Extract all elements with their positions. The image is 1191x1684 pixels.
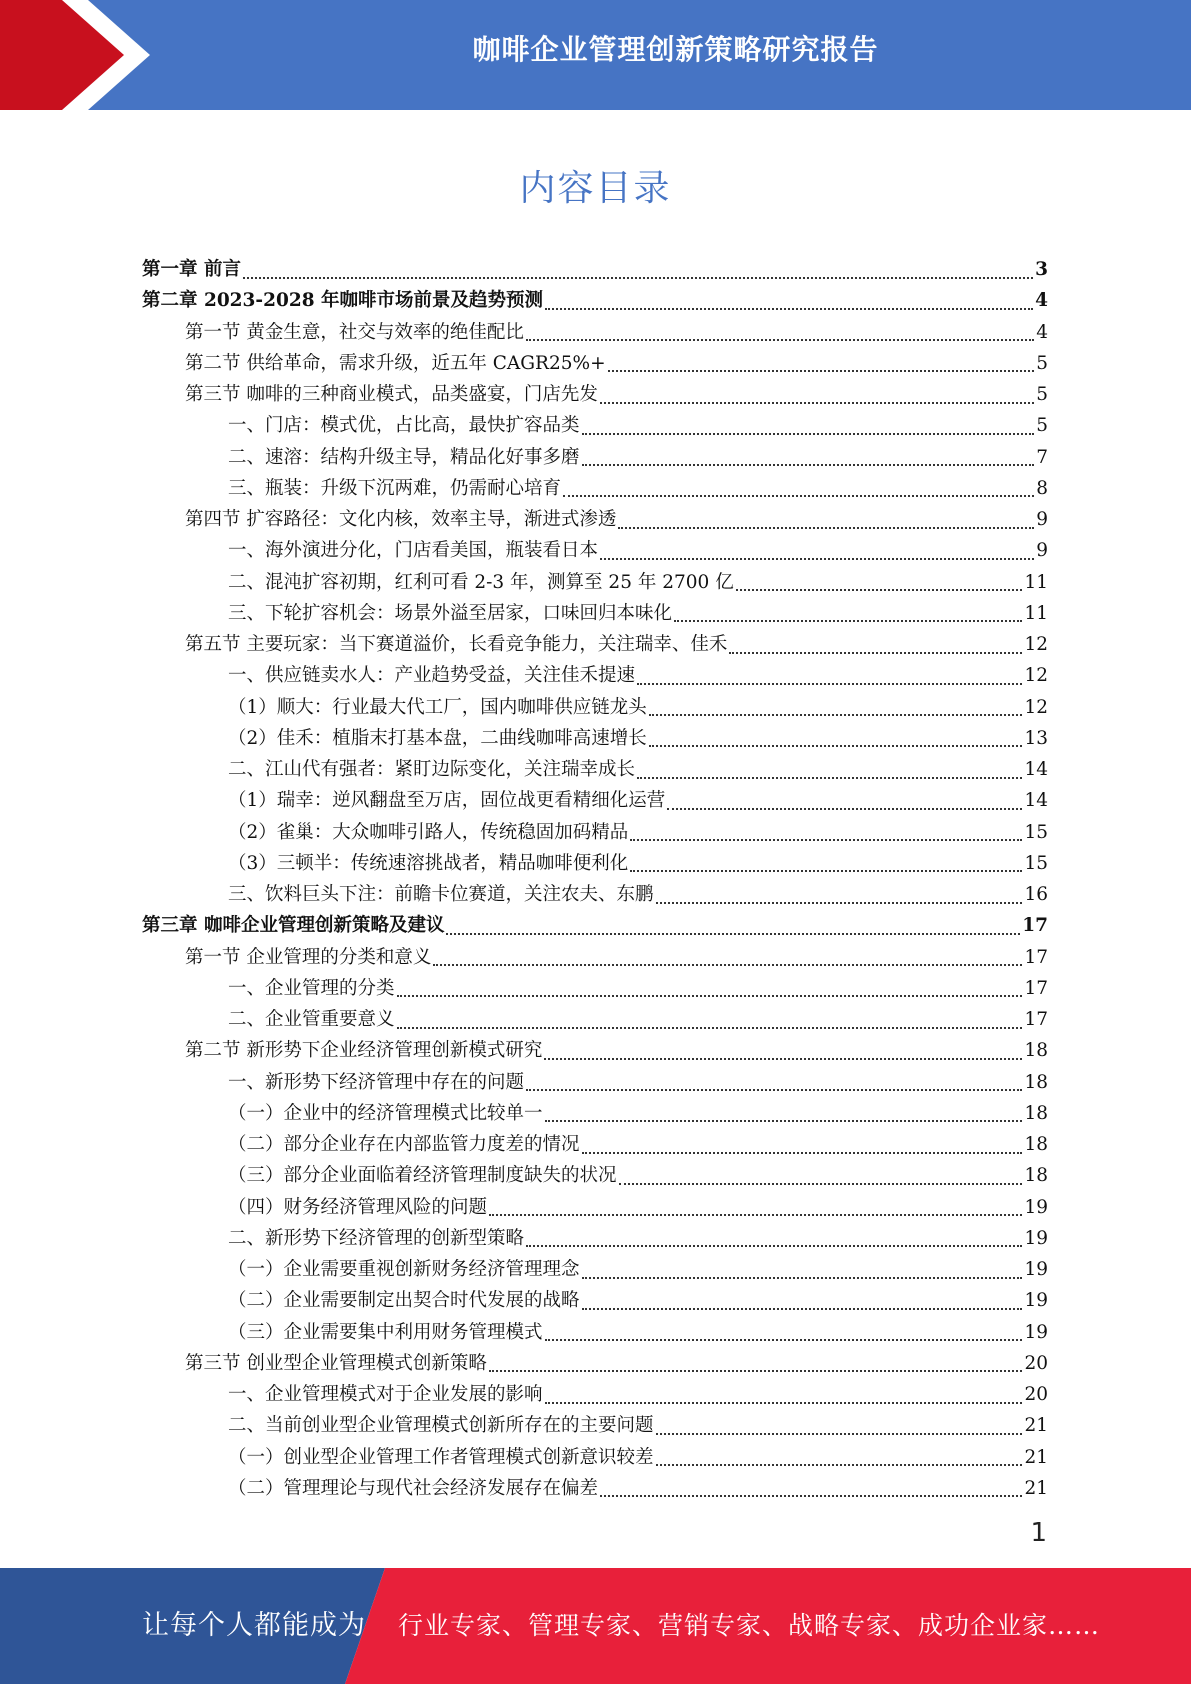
toc-dot-leader [397, 1027, 1023, 1029]
toc-entry-page: 11 [1024, 571, 1048, 593]
toc-dot-leader [489, 1370, 1023, 1372]
toc-entry[interactable] [142, 723, 1048, 754]
toc-entry-label: （3）三顿半：传统速溶挑战者，精品咖啡便利化 [228, 852, 629, 874]
toc-dot-leader [582, 1308, 1023, 1310]
page-number: 1 [1030, 1518, 1047, 1548]
toc-entry-page: 16 [1024, 884, 1048, 905]
toc-entry[interactable] [142, 1192, 1048, 1223]
toc-entry[interactable] [142, 629, 1048, 660]
toc-dot-leader [630, 870, 1022, 872]
toc-entry-label: （二）部分企业存在内部监管力度差的情况 [228, 1134, 580, 1155]
toc-dot-leader [649, 714, 1023, 716]
toc-entry-page: 19 [1024, 1321, 1048, 1343]
toc-entry[interactable] [142, 1004, 1048, 1035]
toc-entry-label: （三）企业需要集中利用财务管理模式 [228, 1321, 543, 1343]
toc-entry-page: 14 [1024, 759, 1048, 780]
toc-entry[interactable] [142, 660, 1048, 691]
toc-dot-leader [545, 1120, 1023, 1122]
toc-entry-label: 一、海外演进分化，门店看美国，瓶装看日本 [228, 540, 599, 562]
toc-dot-leader [637, 683, 1022, 685]
toc-dot-leader [526, 1089, 1022, 1091]
toc-entry-label: 第四节 扩容路径：文化内核，效率主导，渐进式渗透 [185, 509, 617, 530]
toc-entry[interactable] [142, 1379, 1048, 1410]
toc-entry-page: 18 [1024, 1134, 1048, 1155]
toc-entry-page: 17 [1024, 1009, 1048, 1030]
toc-dot-leader [600, 558, 1034, 560]
toc-entry-page: 21 [1024, 1415, 1048, 1437]
toc-dot-leader [736, 589, 1023, 591]
toc-entry-page: 4 [1035, 290, 1048, 312]
toc-entry[interactable] [142, 910, 1048, 941]
toc-dot-leader [656, 1433, 1023, 1435]
toc-dot-leader [656, 902, 1023, 904]
toc-entry-page: 21 [1024, 1477, 1048, 1499]
toc-entry-label: 一、新形势下经济管理中存在的问题 [228, 1071, 525, 1093]
toc-dot-leader [618, 527, 1034, 529]
toc-entry[interactable] [142, 1442, 1048, 1473]
toc-entry-page: 12 [1024, 634, 1048, 655]
report-title: 咖啡企业管理创新策略研究报告 [472, 33, 879, 66]
toc-entry-label: 一、企业管理模式对于企业发展的影响 [228, 1384, 543, 1405]
toc-entry-page: 9 [1036, 540, 1048, 562]
toc-entry-label: 第三节 咖啡的三种商业模式，品类盛宴，门店先发 [185, 384, 598, 405]
toc-entry-page: 19 [1024, 1227, 1048, 1249]
toc-entry[interactable] [142, 1410, 1048, 1441]
toc-entry-label: 二、速溶：结构升级主导，精品化好事多磨 [228, 446, 580, 468]
toc-entry-label: 第二节 供给革命，需求升级，近五年 CAGR25%+ [185, 352, 606, 374]
toc-dot-leader [637, 777, 1022, 779]
toc-entry-label: 二、企业管重要意义 [228, 1009, 395, 1030]
toc-entry-page: 9 [1036, 509, 1048, 530]
toc-entry-label: 第一节 企业管理的分类和意义 [185, 946, 432, 968]
toc-entry-label: （二）管理理论与现代社会经济发展存在偏差 [228, 1477, 599, 1499]
toc-entry-label: 第一节 黄金生意，社交与效率的绝佳配比 [185, 321, 524, 343]
toc-entry[interactable] [142, 535, 1048, 566]
toc-entry-page: 18 [1024, 1071, 1048, 1093]
toc-entry-label: 一、门店：模式优，占比高，最快扩容品类 [228, 415, 580, 437]
toc-entry-page: 20 [1024, 1384, 1048, 1405]
toc-entry[interactable] [142, 754, 1048, 785]
toc-entry[interactable] [142, 1317, 1048, 1348]
toc-dot-leader [600, 402, 1034, 404]
toc-dot-leader [674, 620, 1022, 622]
toc-entry[interactable] [142, 1285, 1048, 1316]
toc-entry-label: （一）企业需要重视创新财务经济管理理念 [228, 1259, 580, 1280]
toc-entry-label: （1）顺大：行业最大代工厂，国内咖啡供应链龙头 [228, 696, 647, 718]
toc-entry[interactable] [142, 848, 1048, 879]
toc-entry-page: 5 [1036, 352, 1048, 374]
toc-entry-label: 三、下轮扩容机会：场景外溢至居家，口味回归本味化 [228, 602, 673, 624]
toc-entry-label: 第三章 咖啡企业管理创新策略及建议 [142, 915, 445, 937]
toc-entry[interactable] [142, 379, 1048, 410]
toc-entry-page: 7 [1036, 446, 1048, 468]
toc-dot-leader [526, 339, 1034, 341]
toc-entry[interactable] [142, 942, 1048, 973]
toc-entry[interactable] [142, 504, 1048, 535]
toc-entry-label: （2）雀巢：大众咖啡引路人，传统稳固加码精品 [228, 821, 629, 843]
toc-entry[interactable] [142, 785, 1048, 816]
toc-dot-leader [433, 964, 1022, 966]
toc-entry-label: 一、供应链卖水人：产业趋势受益，关注佳禾提速 [228, 665, 636, 687]
toc-entry[interactable] [142, 879, 1048, 910]
toc-entry[interactable] [142, 1473, 1048, 1504]
toc-entry-page: 8 [1036, 477, 1048, 499]
toc-entry-page: 15 [1024, 852, 1048, 874]
toc-entry[interactable] [142, 254, 1048, 285]
toc-dot-leader [667, 808, 1022, 810]
toc-entry[interactable] [142, 692, 1048, 723]
toc-entry-label: 三、瓶装：升级下沉两难，仍需耐心培育 [228, 477, 562, 499]
toc-dot-leader [729, 652, 1022, 654]
toc-entry-label: （四）财务经济管理风险的问题 [228, 1196, 488, 1218]
toc-dot-leader [243, 277, 1033, 279]
toc-entry-page: 4 [1036, 321, 1048, 343]
toc-dot-leader [397, 995, 1023, 997]
toc-entry-page: 17 [1024, 946, 1048, 968]
toc-entry-page: 12 [1024, 696, 1048, 718]
toc-entry-page: 18 [1024, 1165, 1048, 1187]
toc-entry[interactable] [142, 442, 1048, 473]
toc-entry-label: 一、企业管理的分类 [228, 977, 395, 999]
toc-dot-leader [446, 933, 1020, 935]
page-footer [0, 1568, 1191, 1684]
toc-dot-leader [630, 839, 1022, 841]
toc-entry-label: 二、江山代有强者：紧盯边际变化，关注瑞幸成长 [228, 759, 636, 780]
footer-slogan-left: 让每个人都能成为 [142, 1610, 366, 1641]
toc-entry-label: 三、饮料巨头下注：前瞻卡位赛道，关注农夫、东鹏 [228, 884, 654, 905]
toc-entry-label: 第二节 新形势下企业经济管理创新模式研究 [185, 1040, 543, 1062]
toc-dot-leader [582, 1152, 1023, 1154]
toc-dot-leader [608, 370, 1035, 372]
toc-entry-page: 11 [1024, 602, 1048, 624]
toc-entry[interactable] [142, 1098, 1048, 1129]
toc-entry-label: （一）企业中的经济管理模式比较单一 [228, 1102, 543, 1124]
toc-dot-leader [489, 1214, 1022, 1216]
toc-dot-leader [619, 1183, 1023, 1185]
toc-entry[interactable] [142, 285, 1048, 316]
toc-dot-leader [656, 1464, 1023, 1466]
toc-entry-page: 5 [1036, 415, 1048, 437]
toc-entry-page: 5 [1036, 384, 1048, 405]
toc-dot-leader [526, 1245, 1022, 1247]
toc-entry-page: 21 [1024, 1446, 1048, 1468]
toc-entry-label: 第一章 前言 [142, 259, 241, 280]
toc-entry[interactable] [142, 567, 1048, 598]
toc-dot-leader [545, 1339, 1023, 1341]
toc-entry[interactable] [142, 348, 1048, 379]
toc-entry[interactable] [142, 1223, 1048, 1254]
toc-entry-label: （1）瑞幸：逆风翻盘至万店，固位战更看精细化运营 [228, 790, 666, 812]
toc-entry-page: 17 [1024, 977, 1048, 999]
toc-entry-page: 17 [1022, 915, 1048, 937]
toc-entry-label: （二）企业需要制定出契合时代发展的战略 [228, 1290, 580, 1312]
toc-entry[interactable] [142, 817, 1048, 848]
toc-entry-page: 13 [1024, 727, 1048, 749]
toc-entry[interactable] [142, 410, 1048, 441]
toc-entry-page: 19 [1024, 1196, 1048, 1218]
toc-dot-leader [649, 745, 1023, 747]
toc-title: 内容目录 [519, 168, 672, 209]
toc-dot-leader [600, 1495, 1022, 1497]
toc-entry-label: （2）佳禾：植脂末打基本盘，二曲线咖啡高速增长 [228, 727, 647, 749]
toc-entry[interactable] [142, 1160, 1048, 1191]
toc-entry-page: 12 [1024, 665, 1048, 687]
toc-entry-page: 19 [1024, 1290, 1048, 1312]
toc-entry-label: 第五节 主要玩家：当下赛道溢价，长看竞争能力，关注瑞幸、佳禾 [185, 634, 728, 655]
toc-entry[interactable] [142, 1348, 1048, 1379]
toc-entry-label: （一）创业型企业管理工作者管理模式创新意识较差 [228, 1446, 654, 1468]
toc-dot-leader [582, 433, 1035, 435]
table-of-contents [142, 254, 1048, 1504]
toc-entry-label: （三）部分企业面临着经济管理制度缺失的状况 [228, 1165, 617, 1187]
toc-entry[interactable] [142, 473, 1048, 504]
footer-slogan-right: 行业专家、管理专家、营销专家、战略专家、成功企业家…… [398, 1611, 1101, 1640]
toc-entry-page: 15 [1024, 821, 1048, 843]
page-header [0, 0, 1191, 110]
toc-entry[interactable] [142, 1067, 1048, 1098]
toc-dot-leader [563, 495, 1034, 497]
toc-entry-page: 20 [1024, 1352, 1048, 1374]
toc-dot-leader [582, 464, 1035, 466]
toc-dot-leader [544, 1058, 1022, 1060]
toc-entry-page: 18 [1024, 1102, 1048, 1124]
toc-entry-page: 18 [1024, 1040, 1048, 1062]
toc-entry-page: 14 [1024, 790, 1048, 812]
toc-entry-label: 第二章 2023-2028 年咖啡市场前景及趋势预测 [142, 290, 544, 312]
toc-entry-label: 第三节 创业型企业管理模式创新策略 [185, 1352, 487, 1374]
toc-entry-page: 19 [1024, 1259, 1048, 1280]
toc-entry-page: 3 [1035, 259, 1048, 280]
toc-entry[interactable] [142, 317, 1048, 348]
toc-entry[interactable] [142, 598, 1048, 629]
header-arrow-decoration [0, 0, 150, 110]
toc-entry[interactable] [142, 973, 1048, 1004]
toc-dot-leader [545, 1402, 1023, 1404]
toc-entry[interactable] [142, 1129, 1048, 1160]
toc-entry[interactable] [142, 1035, 1048, 1066]
toc-entry-label: 二、当前创业型企业管理模式创新所存在的主要问题 [228, 1415, 654, 1437]
toc-dot-leader [582, 1277, 1023, 1279]
toc-entry-label: 二、混沌扩容初期，红利可看 2-3 年，测算至 25 年 2700 亿 [228, 571, 734, 593]
toc-dot-leader [545, 308, 1033, 310]
toc-entry-label: 二、新形势下经济管理的创新型策略 [228, 1227, 525, 1249]
toc-entry[interactable] [142, 1254, 1048, 1285]
